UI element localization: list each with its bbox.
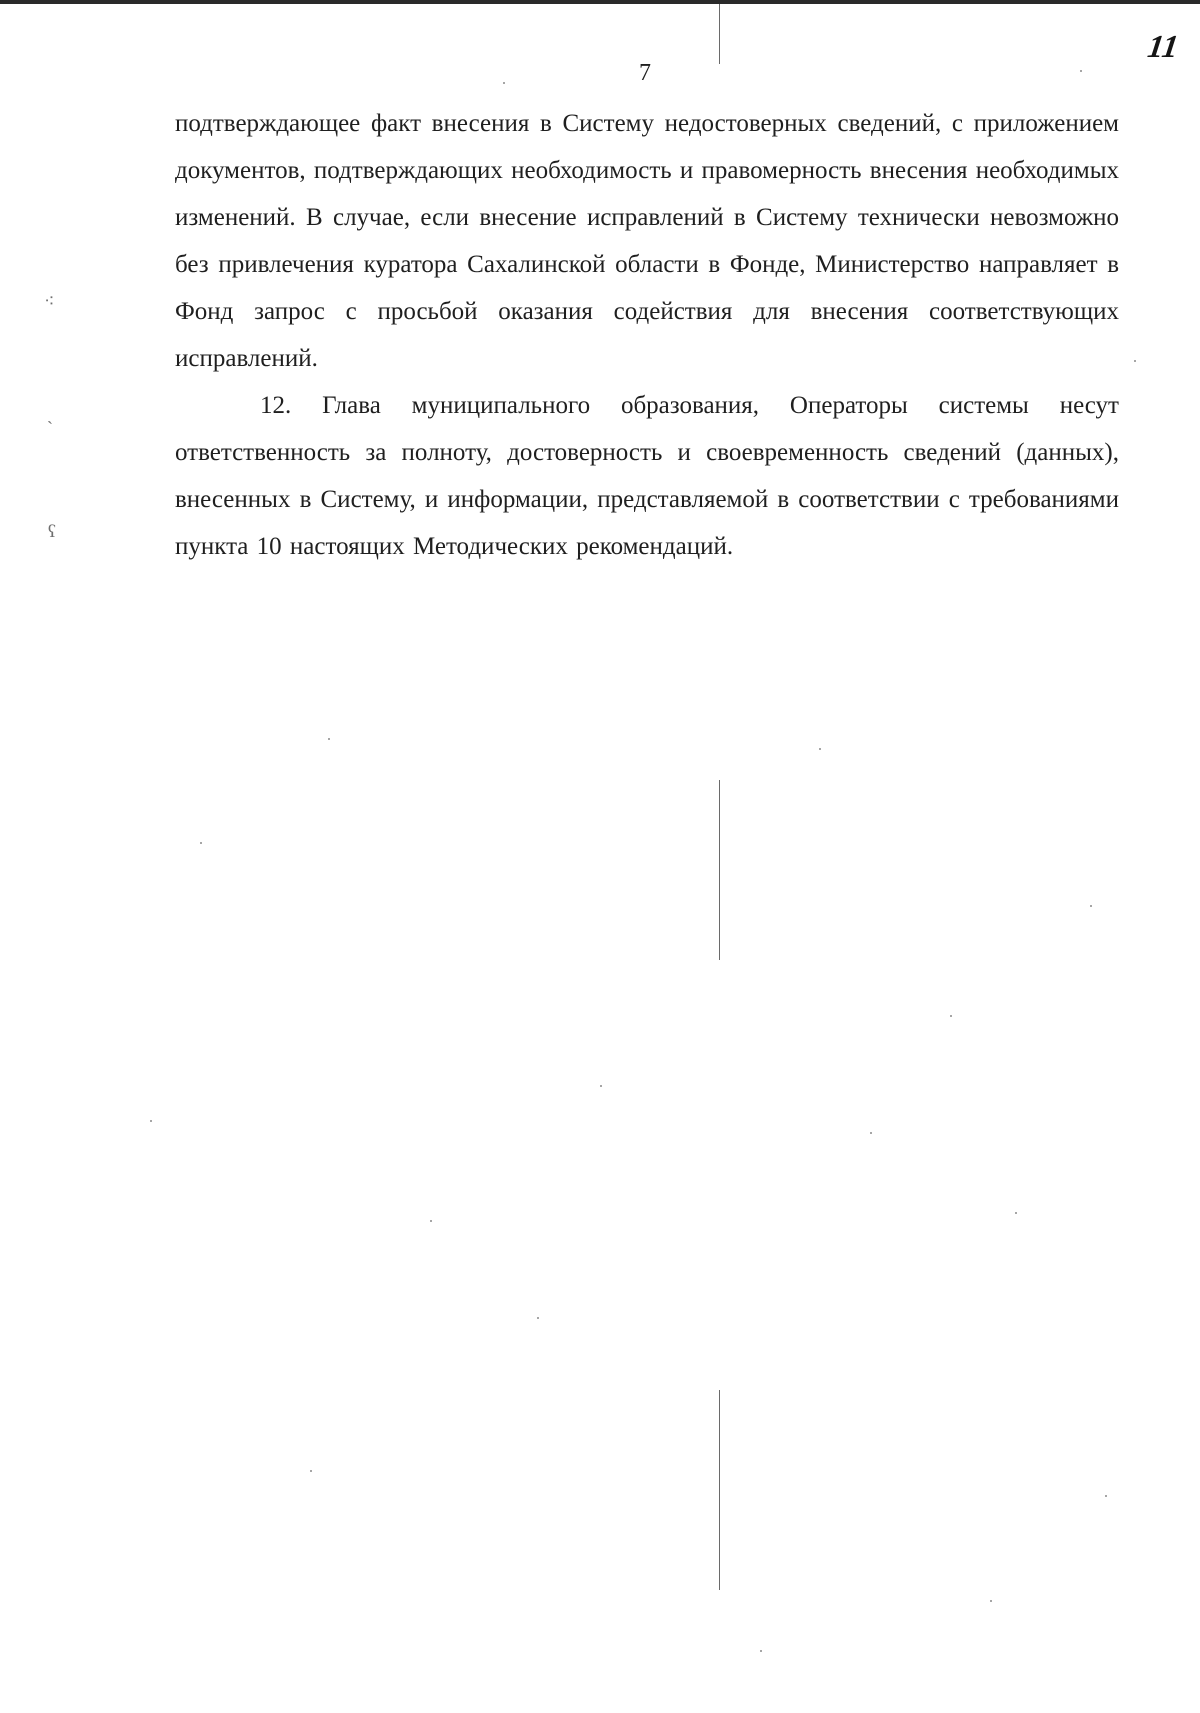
document-body [175, 100, 1119, 570]
scan-speck [1134, 360, 1136, 362]
paragraph-item-12: 12. Глава муниципального образования, Операторы системы несут ответственность за полноту, достоверность и своевременность сведений (данных), внесенных в Систему, и информации, представляемой в соответствии с требованиями пункта 10 настоящих Методических рекомендаций. [175, 392, 1119, 560]
scan-fold-line-lower [719, 1390, 720, 1590]
scan-fold-line-mid [719, 780, 720, 960]
margin-scan-mark: ʕ [48, 521, 56, 541]
scan-speck [870, 1132, 872, 1134]
scan-fold-line-upper [719, 4, 720, 64]
scan-speck [760, 1650, 762, 1652]
scan-speck [950, 1015, 952, 1017]
scan-speck [430, 1220, 432, 1222]
scan-speck [503, 82, 505, 84]
scan-speck [537, 1317, 539, 1319]
top-edge-rule [0, 0, 1200, 4]
scan-speck [150, 1120, 152, 1122]
margin-scan-mark: ⁖ [44, 291, 55, 311]
scan-speck [1090, 905, 1092, 907]
scan-speck [990, 1600, 992, 1602]
scan-speck [310, 1470, 312, 1472]
scan-speck [1015, 1212, 1017, 1214]
scan-speck [328, 738, 330, 740]
sheet-number-handwritten: 11 [1145, 28, 1181, 64]
scan-speck [200, 842, 202, 844]
margin-scan-mark: ˎ [47, 404, 53, 424]
scan-speck [600, 1085, 602, 1087]
scan-speck [1105, 1495, 1107, 1497]
paragraph-continuation: подтверждающее факт внесения в Систему недостоверных сведений, с приложением документов, подтверждающих необходимость и правомерность внесения необходимых изменений. В случае, если внесение исправлений в Систему технически невозможно без привлечения куратора Сахалинской области в Фонде, Министерство направляет в Фонд запрос с просьбой оказания содействия для внесения соответствующих исправлений. [175, 110, 1119, 372]
scan-speck [819, 748, 821, 750]
scan-speck [1080, 70, 1082, 72]
page-number: 7 [639, 60, 651, 86]
